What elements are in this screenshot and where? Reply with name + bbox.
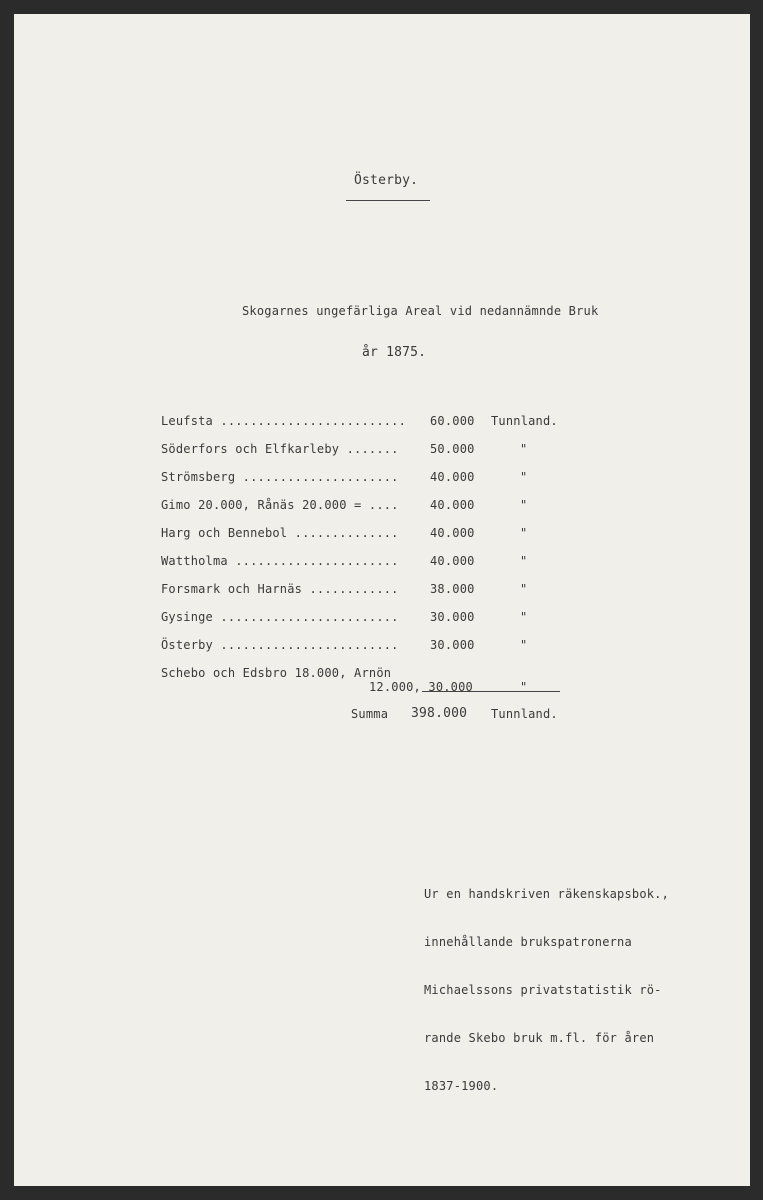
table-row-amount: 40.000 (430, 498, 475, 512)
table-row-amount: 30.000 (430, 638, 475, 652)
table-row-unit: " (520, 582, 528, 596)
table-row-amount: 40.000 (430, 470, 475, 484)
table-row-name: Söderfors och Elfkarleby ....... (161, 442, 399, 456)
table-row-amount: 60.000 (430, 414, 475, 428)
document-page (14, 14, 750, 1186)
table-row-unit: Tunnland. (491, 414, 558, 428)
source-line: Ur en handskriven räkenskapsbok., (424, 887, 670, 901)
table-row-amount: 30.000 (430, 610, 475, 624)
page-title: Österby. (354, 173, 419, 188)
table-row-unit: " (520, 638, 528, 652)
table-row-amount: 38.000 (430, 582, 475, 596)
title-underline (346, 200, 430, 201)
table-row-name: Gimo 20.000, Rånäs 20.000 = .... (161, 498, 399, 512)
source-line: Michaelssons privatstatistik rö- (424, 983, 662, 997)
summa-unit: Tunnland. (491, 707, 558, 721)
source-line: innehållande brukspatronerna (424, 935, 632, 949)
table-row-name: Wattholma ...................... (161, 554, 399, 568)
table-row-name: Forsmark och Harnäs ............ (161, 582, 399, 596)
table-row-amount: 40.000 (430, 526, 475, 540)
year-label: år 1875. (362, 345, 427, 360)
summa-amount: 398.000 (411, 706, 468, 721)
table-row-unit: " (520, 442, 528, 456)
table-heading: Skogarnes ungefärliga Areal vid nedannämnde Bruk (242, 304, 599, 318)
last-row-line1: Schebo och Edsbro 18.000, Arnön (161, 666, 392, 680)
table-row-name: Österby ........................ (161, 638, 399, 652)
source-note (424, 854, 669, 1126)
last-row-line2: 12.000, 30.000 (369, 680, 473, 694)
table-row-name: Gysinge ........................ (161, 610, 399, 624)
table-row-amount: 40.000 (430, 554, 475, 568)
table-row-unit: " (520, 526, 528, 540)
sum-rule (422, 691, 560, 692)
table-row-unit: " (520, 498, 528, 512)
last-row-unit: " (520, 680, 528, 694)
table-row-unit: " (520, 470, 528, 484)
table-row-unit: " (520, 610, 528, 624)
table-row-unit: " (520, 554, 528, 568)
table-row-amount: 50.000 (430, 442, 475, 456)
table-row-name: Leufsta ......................... (161, 414, 407, 428)
table-row-name: Harg och Bennebol .............. (161, 526, 399, 540)
table-row-name: Strömsberg ..................... (161, 470, 399, 484)
source-line: rande Skebo bruk m.fl. för åren (424, 1031, 655, 1045)
source-line: 1837-1900. (424, 1079, 499, 1093)
summa-label: Summa (351, 707, 389, 721)
